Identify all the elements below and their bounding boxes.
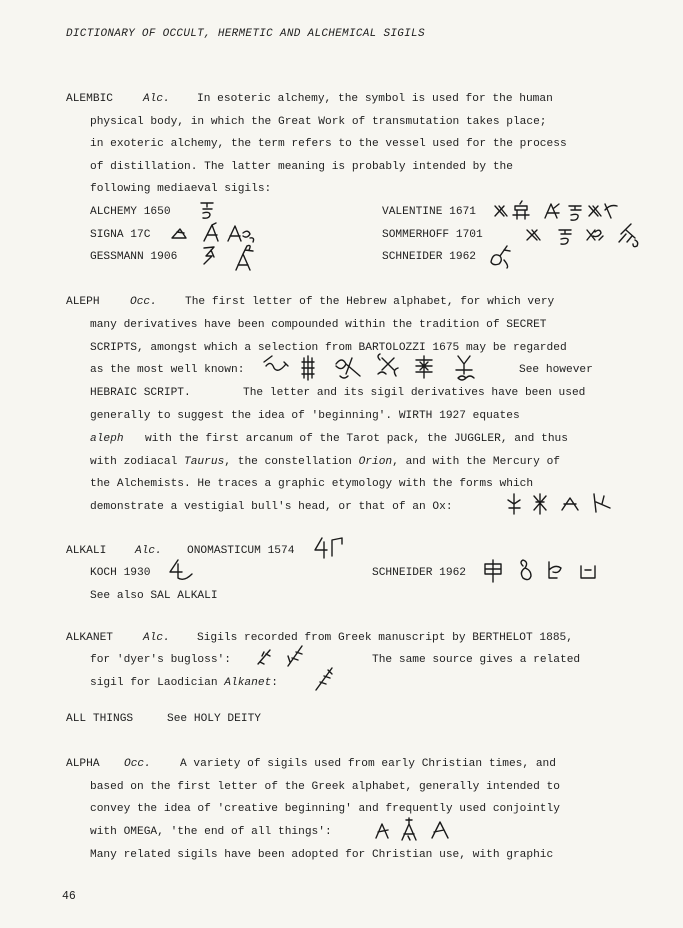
entry-text-line: physical body, in which the Great Work of transmutation takes place; — [90, 116, 547, 128]
text-run: : — [271, 677, 278, 689]
sommerhoff-sigils-icon — [523, 218, 663, 252]
entry-text-line: following mediaeval sigils: — [90, 183, 272, 195]
entry-tag: Occ. — [124, 758, 151, 770]
dyers-bugloss-sigils-icon — [254, 642, 314, 670]
entry-text-line — [90, 677, 278, 689]
alchemy-sigil-icon — [198, 198, 218, 220]
entry-text-line: convey the idea of 'creative beginning' and frequently used conjointly — [90, 803, 560, 815]
entry-text-line: of distillation. The latter meaning is probably intended by the — [90, 161, 513, 173]
source-label: SCHNEIDER 1962 — [372, 567, 466, 579]
text-run: sigil for Laodician — [90, 677, 218, 689]
entry-text-line: for 'dyer's bugloss': — [90, 654, 231, 666]
source-label: SOMMERHOFF 1701 — [382, 229, 483, 241]
entry-text-italic: aleph — [90, 433, 124, 445]
page-number: 46 — [62, 890, 76, 903]
source-label: ONOMASTICUM 1574 — [187, 545, 295, 557]
entry-text-line: many derivatives have been compounded within the tradition of SECRET — [90, 319, 547, 331]
entry-text-line: as the most well known: — [90, 364, 245, 376]
alpha-sigils-icon — [372, 816, 462, 844]
text-run: with zodiacal — [90, 456, 178, 468]
entry-tag: Alc. — [135, 545, 162, 557]
entry-headword: ALL THINGS — [66, 713, 134, 725]
entry-text-line: with the first arcanum of the Tarot pack, the JUGGLER, and thus — [145, 433, 568, 445]
text-run-italic: Orion — [358, 456, 393, 468]
entry-headword: ALKANET — [66, 632, 113, 644]
koch-alkali-sigil-icon — [166, 556, 206, 584]
entry-tag: Alc. — [143, 632, 170, 644]
bartolozzi-aleph-sigils-icon — [262, 352, 492, 386]
onomasticum-alkali-sigil-icon — [312, 534, 352, 562]
entry-text-line: The same source gives a related — [372, 654, 581, 666]
schneider-alkali-sigils-icon — [483, 558, 603, 586]
source-label: SCHNEIDER 1962 — [382, 251, 476, 263]
entry-tag: Occ. — [130, 296, 157, 308]
entry-text-line: with OMEGA, 'the end of all things': — [90, 826, 332, 838]
entry-text-line: the Alchemists. He traces a graphic etymology with the forms which — [90, 478, 534, 490]
entry-text-line — [90, 456, 560, 468]
entry-text-line: based on the first letter of the Greek alphabet, generally intended to — [90, 781, 560, 793]
entry-text-line: See however — [519, 364, 593, 376]
text-run-italic: Taurus — [184, 456, 225, 468]
entry-text-line: Many related sigils have been adopted for Christian use, with graphic — [90, 849, 554, 861]
source-label: SIGNA 17C — [90, 229, 151, 241]
entry-text-line: generally to suggest the idea of 'beginning'. WIRTH 1927 equates — [90, 410, 520, 422]
text-run-italic: Alkanet — [224, 677, 272, 689]
entry-headword: ALEMBIC — [66, 93, 113, 105]
laodician-alkanet-sigil-icon — [312, 664, 342, 694]
entry-text-line: HEBRAIC SCRIPT. — [90, 387, 191, 399]
source-label: VALENTINE 1671 — [382, 206, 476, 218]
entry-text-line: A variety of sigils used from early Christian times, and — [180, 758, 556, 770]
entry-headword: ALEPH — [66, 296, 100, 308]
text-run: , the constellation — [224, 456, 352, 468]
entry-text-line: demonstrate a vestigial bull's head, or that of an Ox: — [90, 501, 453, 513]
cross-reference: See HOLY DEITY — [167, 713, 261, 725]
schneider-alembic-sigil-icon — [487, 242, 517, 272]
cross-reference: See also SAL ALKALI — [90, 590, 218, 602]
running-header: DICTIONARY OF OCCULT, HERMETIC AND ALCHEMICAL SIGILS — [66, 28, 425, 40]
gessmann-sigils-icon — [200, 242, 270, 276]
entry-text-line: Sigils recorded from Greek manuscript by BERTHELOT 1885, — [197, 632, 573, 644]
ox-head-sigils-icon — [506, 490, 626, 520]
entry-tag: Alc. — [143, 93, 170, 105]
entry-text-line: The letter and its sigil derivatives have been used — [243, 387, 586, 399]
source-label: GESSMANN 1906 — [90, 251, 178, 263]
entry-text-line: in exoteric alchemy, the term refers to the vessel used for the process — [90, 138, 567, 150]
source-label: KOCH 1930 — [90, 567, 151, 579]
entry-text-line: In esoteric alchemy, the symbol is used for the human — [197, 93, 553, 105]
text-run: , and with the Mercury of — [392, 456, 560, 468]
entry-text-line: The first letter of the Hebrew alphabet, for which very — [185, 296, 555, 308]
entry-headword: ALKALI — [66, 545, 107, 557]
entry-headword: ALPHA — [66, 758, 100, 770]
entry-text-line: SCRIPTS, amongst which a selection from BARTOLOZZI 1675 may be regarded — [90, 342, 567, 354]
source-label: ALCHEMY 1650 — [90, 206, 171, 218]
